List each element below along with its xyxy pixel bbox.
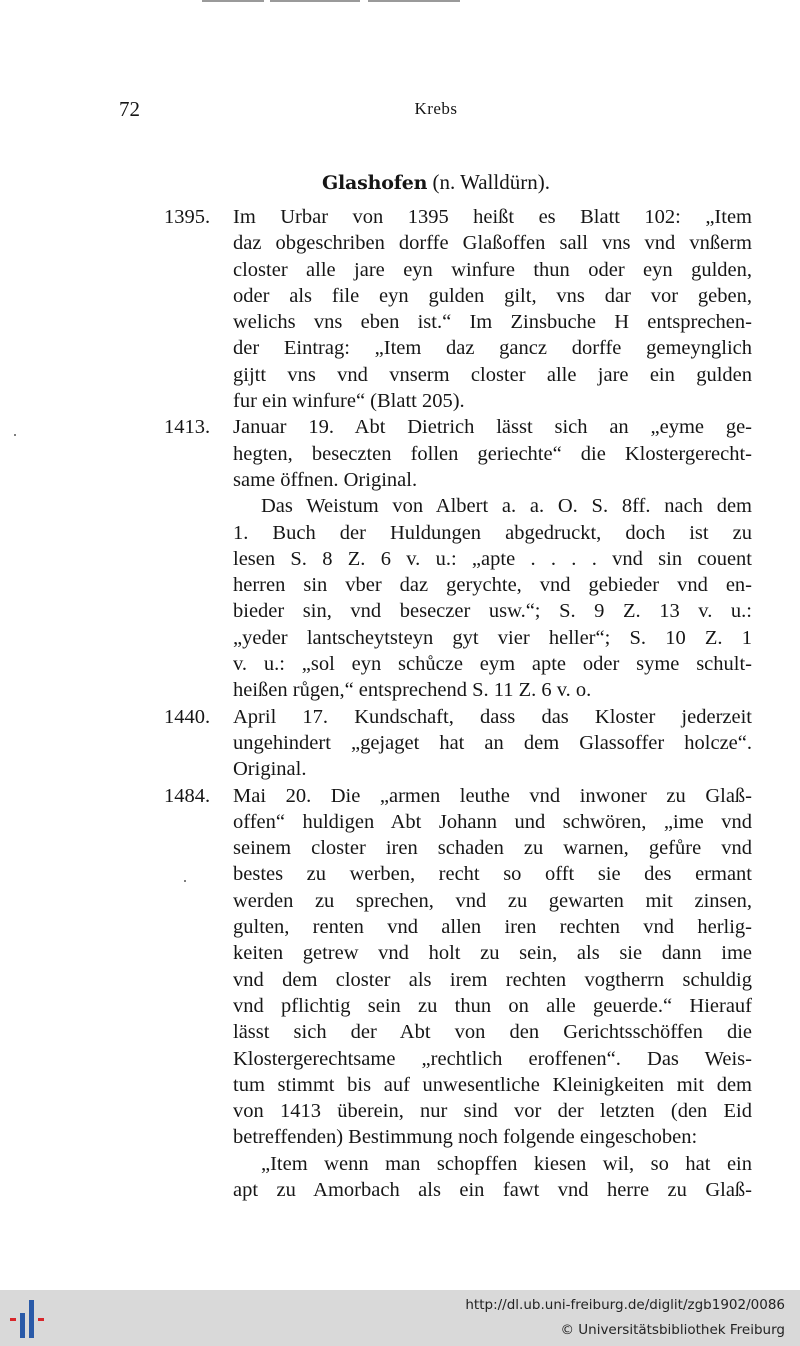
text-line: Im Urbar von 1395 heißt es Blatt 102: „Item [233,206,752,228]
text-line: apt zu Amorbach als ein fawt vnd herre zu Glaß- [233,1178,752,1201]
viewer-footer [0,1290,800,1346]
text-line: seinem closter iren schaden zu warnen, gefůre vnd [233,837,752,860]
text-line: Mai 20. Die „armen leuthe vnd inwoner zu Glaß- [233,784,752,807]
footer-url-link[interactable]: http://dl.ub.uni-freiburg.de/diglit/zgb1902/0086 [465,1297,785,1313]
text-line: Klostergerechtsame „rechtlich eroffenen“. Das Weis- [233,1047,752,1070]
text-line: herren sin vber daz gerychte, vnd gebieder vnd en- [233,574,752,597]
text-line: der Eintrag: „Item daz gancz dorffe gemeynglich [233,337,752,360]
text-line: Januar 19. Abt Dietrich lässt sich an „eyme ge- [233,416,752,439]
text-line: oder als file eyn gulden gilt, vns dar vor geben, [233,284,752,307]
section-title-main: Glashofen [322,172,428,194]
text-line: ungehindert „gejaget hat an dem Glassoffer holcze“. [233,731,752,754]
section-title-suffix: (n. Walldürn). [432,170,550,194]
entry-text [233,704,752,783]
text-line: vnd pflichtig sein zu thun on alle geuerde.“ Hierauf [233,994,752,1017]
text-line: April 17. Kundschaft, dass das Kloster jederzeit [233,705,752,728]
entry-year: 1395. [164,206,211,228]
section-title [0,170,800,195]
entry [0,204,800,414]
page-number: 72 [119,97,140,121]
entry-year: 1440. [164,705,211,728]
stray-mark [184,880,186,882]
text-line: lässt sich der Abt von den Gerichtsschöffen die [233,1021,752,1044]
entry [0,783,800,1204]
entry-year: 1413. [164,416,211,439]
entry-year: 1484. [164,784,211,807]
entry-text [233,783,752,1151]
text-line: fur ein winfure“ (Blatt 205). [233,390,465,413]
text-line: betreffenden) Bestimmung noch folgende eingeschoben: [233,1126,698,1149]
text-line: heißen růgen,“ entsprechend S. 11 Z. 6 v. o. [233,679,592,702]
text-line: closter alle jare eyn winfure thun oder eyn gulden, [233,258,752,281]
text-line: hegten, beseczten follen geriechte“ die Klostergerecht- [233,442,752,465]
text-line: 1. Buch der Huldungen abgedruckt, doch ist zu [233,521,752,544]
text-line: „yeder lantscheytsteyn gyt vier heller“; S. 10 Z. 1 [233,626,752,649]
text-line: lesen S. 8 Z. 6 v. u.: „apte . . . . vnd sin couent [233,547,752,570]
text-line: vnd dem closter als irem rechten vogtherrn schuldig [233,968,752,991]
entry-text [233,204,752,414]
stray-mark [14,434,16,436]
footer-copyright: © Universitätsbibliothek Freiburg [560,1322,785,1338]
text-line: werden zu sprechen, vnd zu gewarten mit zinsen, [233,889,752,912]
text-line: offen“ huldigen Abt Johann und schwören, „ime vnd [233,810,752,833]
text-line: gulten, renten vnd allen iren rechten vnd herlig- [233,916,752,939]
text-line: daz obgeschriben dorffe Glaßoffen sall vns vnd vnßerm [233,232,752,255]
continuation-paragraph [233,493,752,703]
text-line: von 1413 überein, nur sind vor der letzten (den Eid [233,1100,752,1123]
text-line: „Item wenn man schopffen kiesen wil, so hat ein [261,1152,752,1175]
scan-edge-mark [202,0,264,2]
text-line: bestes zu werben, recht so offt sie des ermant [233,863,752,886]
text-line: Original. [233,758,307,781]
library-logo-icon [10,1298,52,1338]
page-header [0,97,800,125]
scan-edge-mark [270,0,360,2]
text-line: gijtt vns vnd vnserm closter alle jare ein gulden [233,363,752,386]
running-head: Krebs [414,99,458,118]
text-line: v. u.: „sol eyn schůcze eym apte oder syme schult- [233,653,752,676]
page-body [0,204,800,1203]
entry [0,414,800,703]
text-line: same öffnen. Original. [233,468,418,491]
text-line: welichs vns eben ist.“ Im Zinsbuche H entsprechen- [233,311,752,334]
text-line: bieder sin, vnd beseczer usw.“; S. 9 Z. 13 v. u.: [233,600,752,623]
text-line: tum stimmt bis auf unwesentliche Kleinigkeiten mit dem [233,1073,752,1096]
text-line: Das Weistum von Albert a. a. O. S. 8ff. nach dem [261,495,752,518]
text-line: keiten getrew vnd holt zu sein, als sie dann ime [233,942,752,965]
continuation-paragraph [233,1151,752,1204]
entry-text [233,414,752,493]
scan-edge-mark [368,0,460,2]
entry [0,704,800,783]
